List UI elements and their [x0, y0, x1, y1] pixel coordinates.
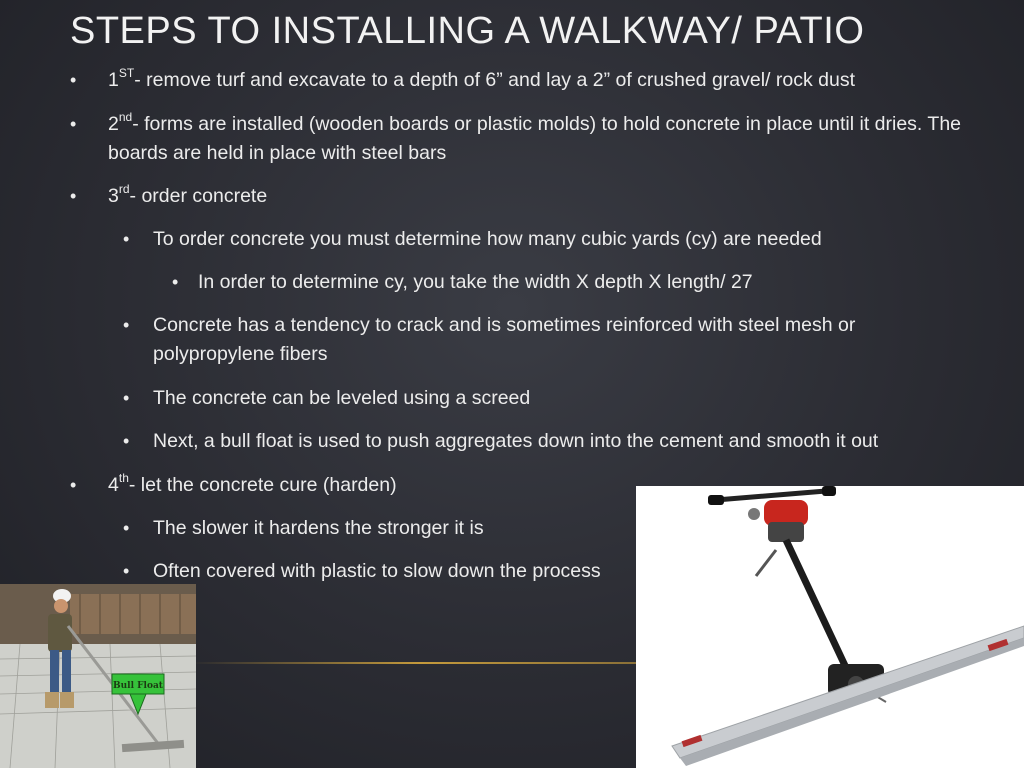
bullet-dot: • [123, 229, 130, 249]
sub-bullet-text: In order to determine cy, you take the width X depth X length/ 27 [198, 271, 753, 293]
bullet-dot: • [172, 272, 179, 292]
bullet-dot: • [70, 475, 77, 495]
bullet-step-2 [70, 109, 968, 168]
bullet-dot: • [70, 70, 77, 90]
bullet-dot: • [70, 114, 77, 134]
step-text: - order concrete [129, 185, 268, 207]
bullet-step-3 [70, 181, 968, 211]
power-screed-illustration [636, 486, 1024, 768]
step-text: - remove turf and excavate to a depth of 6” and lay a 2” of crushed gravel/ rock dust [134, 69, 856, 91]
bullet-dot: • [70, 186, 77, 206]
bull-float-sign-text: Bull Float [113, 681, 163, 691]
step-number: 3 [108, 185, 119, 207]
step-ordinal: th [118, 470, 129, 485]
sub-bullet-text: Often covered with plastic to slow down the process [153, 560, 601, 582]
bullet-dot: • [123, 561, 130, 581]
sub-bullet-text: To order concrete you must determine how many cubic yards (cy) are needed [153, 228, 822, 250]
sub-bullet-text: Next, a bull float is used to push aggregates down into the cement and smooth it out [153, 430, 879, 452]
sub-sub-bullet-cy-formula [172, 268, 958, 297]
sub-bullet-bull-float [123, 427, 1013, 456]
slide-title: STEPS TO INSTALLING A WALKWAY/ PATIO [70, 10, 865, 52]
power-screed-photo [636, 486, 1024, 768]
bullet-step-1 [70, 65, 968, 95]
sub-bullet-text: Concrete has a tendency to crack and is sometimes reinforced with steel mesh or polypropylene fibers [153, 314, 856, 365]
step-number: 1 [108, 69, 119, 91]
sub-bullet-text: The slower it hardens the stronger it is [153, 517, 484, 539]
decorative-divider [190, 662, 650, 664]
step-ordinal: rd [118, 181, 130, 196]
step-text: - forms are installed (wooden boards or plastic molds) to hold concrete in place until it dries. The boards are held in place with steel bars [108, 113, 962, 164]
bull-float-photo [0, 584, 196, 768]
step-number: 2 [108, 113, 119, 135]
sub-bullet-slower-hardens [123, 514, 623, 543]
bullet-dot: • [123, 518, 130, 538]
sub-bullet-reinforcement [123, 311, 933, 369]
step-ordinal: ST [118, 65, 135, 80]
sub-bullet-order-concrete [123, 225, 953, 254]
step-ordinal: nd [118, 109, 133, 124]
bullet-dot: • [123, 431, 130, 451]
bull-float-illustration [0, 584, 196, 768]
sub-bullet-covered-plastic [123, 557, 633, 586]
bullet-dot: • [123, 315, 130, 335]
bullet-dot: • [123, 388, 130, 408]
sub-bullet-text: The concrete can be leveled using a screed [153, 387, 531, 409]
sub-bullet-screed [123, 384, 953, 413]
step-number: 4 [108, 474, 119, 496]
step-text: - let the concrete cure (harden) [128, 474, 397, 496]
